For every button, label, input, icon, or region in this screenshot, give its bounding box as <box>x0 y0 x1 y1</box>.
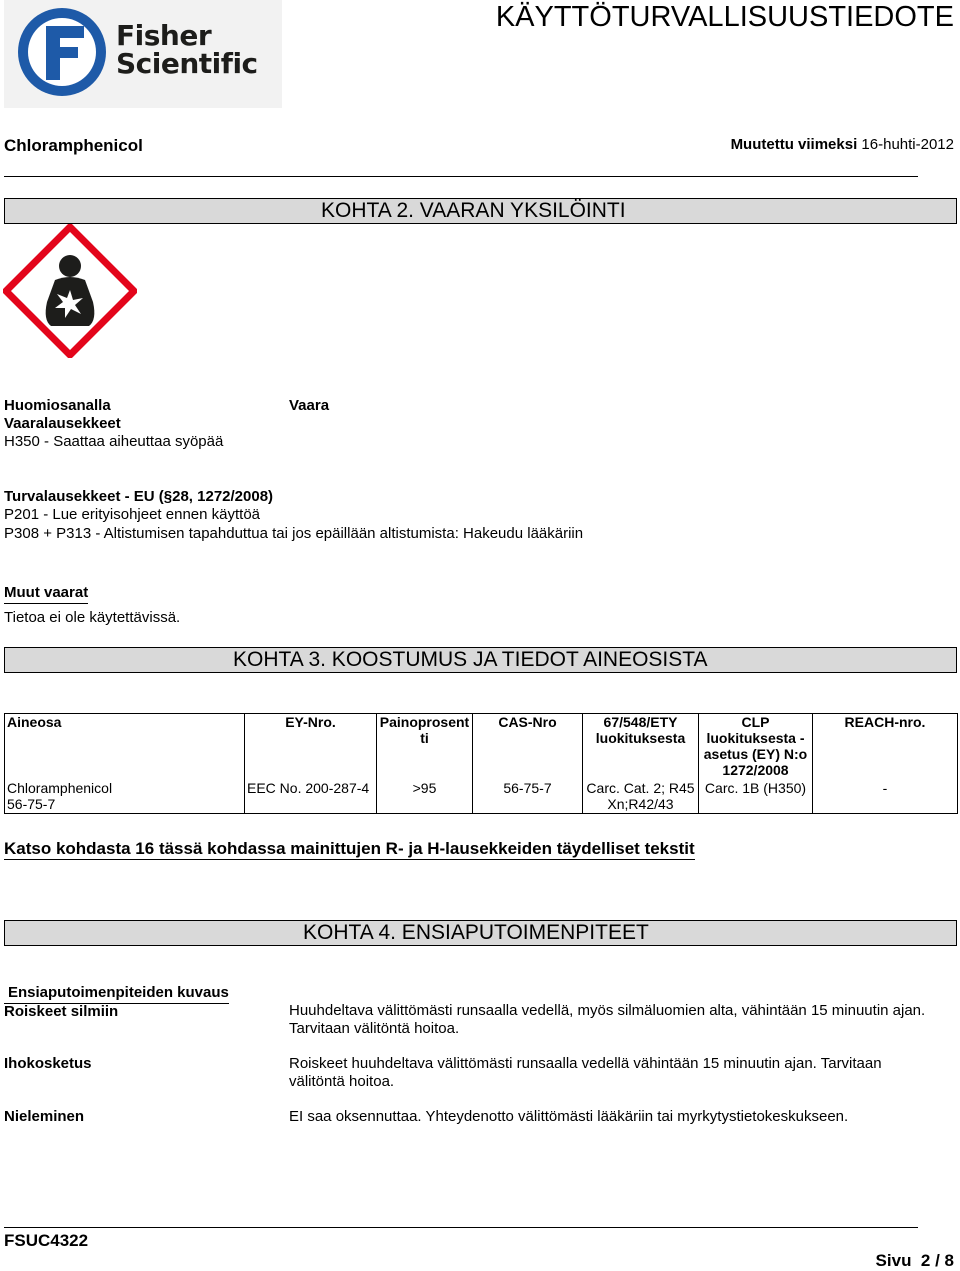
other-hazards-label: Muut vaarat <box>4 584 88 604</box>
page-label: Sivu <box>875 1251 912 1270</box>
hazard-statement: H350 - Saattaa aiheuttaa syöpää <box>4 433 224 450</box>
section-4-bar <box>4 920 957 946</box>
document-title: KÄYTTÖTURVALLISUUSTIEDOTE <box>495 1 954 33</box>
header-weight: Painoprosentti <box>377 714 473 781</box>
company-logo <box>4 0 282 108</box>
header-reach: REACH-nro. <box>813 714 958 781</box>
dsd-line-2: Xn;R42/43 <box>607 796 674 812</box>
precautionary-statement-1: P201 - Lue erityisohjeet ennen käyttöä <box>4 506 261 523</box>
page-value: 2 / 8 <box>920 1251 954 1270</box>
cell-weight: >95 <box>377 780 473 814</box>
first-aid-text-ingestion: EI saa oksennuttaa. Yhteydenotto välittömästi lääkäriin tai myrkytystietokeskukseen. <box>289 1108 849 1125</box>
signal-word-label: Huomiosanalla <box>4 397 111 414</box>
cell-cas: 56-75-7 <box>473 780 583 814</box>
logo-wordmark <box>116 19 258 80</box>
revision-info <box>731 136 954 153</box>
fisher-f-logo-icon <box>14 4 110 100</box>
first-aid-label-ingestion: Nieleminen <box>4 1108 85 1125</box>
revision-date: 16-huhti-2012 <box>861 136 954 153</box>
footer-rule <box>4 1227 918 1228</box>
section-3-bar <box>4 647 957 673</box>
footer-code: FSUC4322 <box>4 1231 89 1250</box>
first-aid-label-skin: Ihokosketus <box>4 1055 92 1072</box>
product-name: Chloramphenicol <box>4 136 143 155</box>
cell-reach: - <box>813 780 958 814</box>
first-aid-label-eyes: Roiskeet silmiin <box>4 1003 119 1020</box>
substance-cas: 56-75-7 <box>7 796 56 812</box>
cell-substance <box>5 780 245 814</box>
composition-table <box>4 713 958 814</box>
header-clp: CLP luokituksesta - asetus (EY) N:o 1272/2008 <box>699 714 813 781</box>
section-16-note: Katso kohdasta 16 tässä kohdassa mainittujen R- ja H-lausekkeiden täydelliset tekstit <box>4 839 695 858</box>
first-aid-text-skin: Roiskeet huuhdeltava välittömästi runsaalla vedellä vähintään 15 minuutin ajan. Tarvitaan välitöntä hoitoa. <box>289 1055 882 1090</box>
revision-label: Muutettu viimeksi <box>730 136 858 153</box>
hazard-statements-label: Vaaralausekkeet <box>4 415 121 432</box>
header-dsd: 67/548/ETY luokituksesta <box>583 714 699 781</box>
first-aid-text-eyes: Huuhdeltava välittömästi runsaalla vedellä, myös silmäluomien alta, vähintään 15 minuutin ajan. Tarvitaan välitöntä hoitoa. <box>289 1002 926 1037</box>
substance-name: Chloramphenicol <box>7 780 113 796</box>
health-hazard-icon <box>3 224 137 358</box>
header-substance: Aineosa <box>5 714 245 781</box>
signal-word-value: Vaara <box>289 397 330 414</box>
section-2-bar <box>4 198 957 224</box>
cell-ec-no: EEC No. 200-287-4 <box>245 780 377 814</box>
table-row <box>5 780 958 814</box>
table-header-row <box>5 714 958 781</box>
precautionary-statement-2: P308 + P313 - Altistumisen tapahduttua tai jos epäillään altistumista: Hakeudu lääkäriin <box>4 525 584 542</box>
other-hazards-value: Tietoa ei ole käytettävissä. <box>4 609 181 626</box>
cell-dsd <box>583 780 699 814</box>
section-2-title: KOHTA 2. VAARAN YKSILÖINTI <box>321 199 626 222</box>
dsd-line-1: Carc. Cat. 2; R45 <box>586 780 695 796</box>
logo-line-2: Scientific <box>116 47 258 80</box>
header-rule <box>4 176 918 177</box>
header-ec-no: EY-Nro. <box>245 714 377 781</box>
header-cas: CAS-Nro <box>473 714 583 781</box>
cell-clp: Carc. 1B (H350) <box>699 780 813 814</box>
section-3-title: KOHTA 3. KOOSTUMUS JA TIEDOT AINEOSISTA <box>233 648 708 671</box>
section-4-title: KOHTA 4. ENSIAPUTOIMENPITEET <box>303 921 649 944</box>
page-number <box>876 1251 954 1271</box>
precautionary-label: Turvalausekkeet - EU (§28, 1272/2008) <box>4 488 274 505</box>
first-aid-subhead: Ensiaputoimenpiteiden kuvaus <box>4 984 229 1004</box>
logo-line-1: Fisher <box>116 19 212 52</box>
